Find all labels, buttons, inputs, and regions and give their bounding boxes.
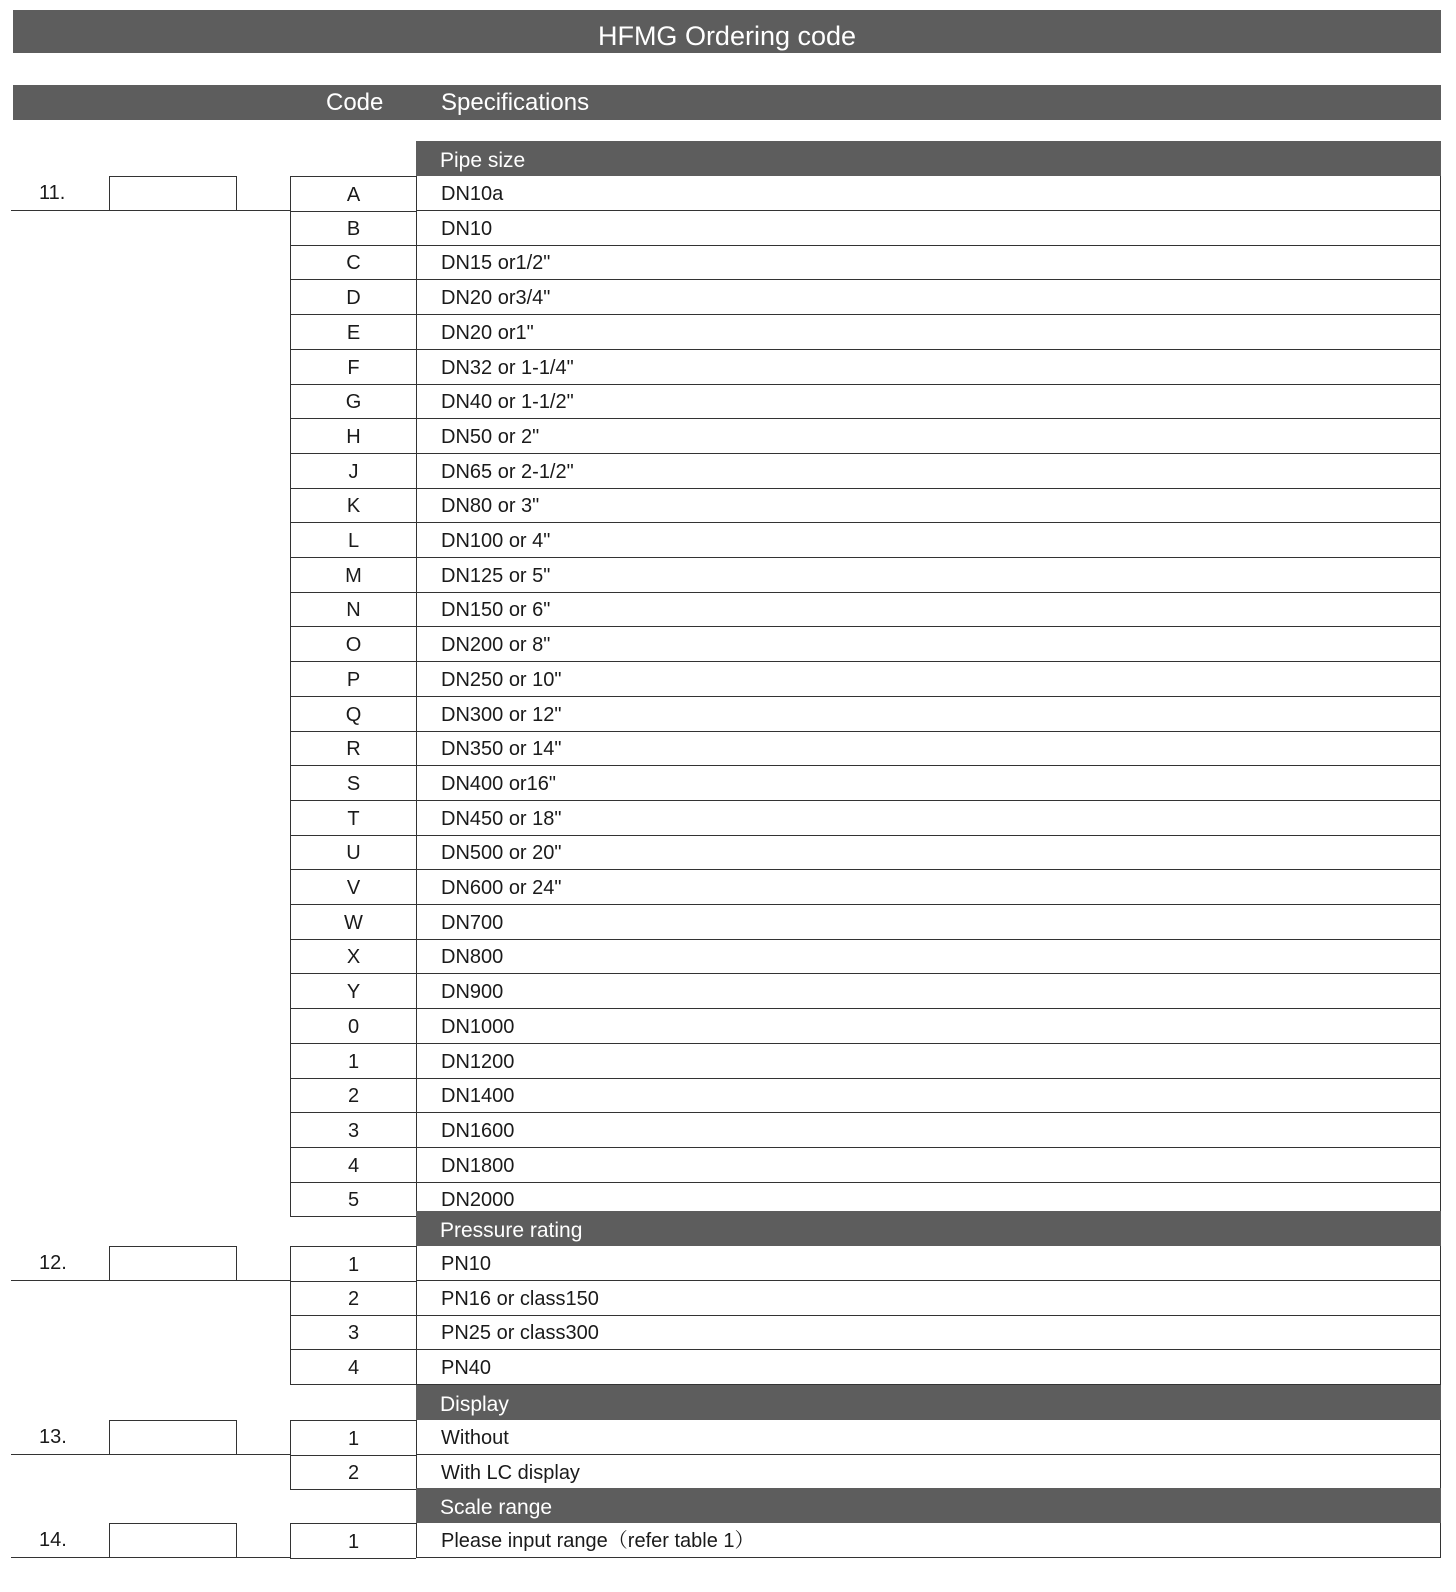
code-cell: Q bbox=[290, 697, 416, 732]
specification-cell: DN200 or 8" bbox=[416, 627, 1441, 662]
code-cell: 3 bbox=[290, 1315, 416, 1350]
section-heading: Pressure rating bbox=[416, 1211, 1441, 1246]
specification-cell: DN2000 bbox=[416, 1182, 1441, 1217]
specification-cell: DN250 or 10" bbox=[416, 662, 1441, 697]
section-number: 13. bbox=[39, 1426, 67, 1448]
code-cell: H bbox=[290, 419, 416, 454]
section-number: 14. bbox=[39, 1529, 67, 1551]
specification-cell: DN900 bbox=[416, 974, 1441, 1009]
specification-cell: With LC display bbox=[416, 1455, 1441, 1490]
specification-cell: DN100 or 4" bbox=[416, 523, 1441, 558]
specification-cell: DN125 or 5" bbox=[416, 558, 1441, 593]
specification-cell: DN150 or 6" bbox=[416, 592, 1441, 627]
specification-cell: PN40 bbox=[416, 1350, 1441, 1385]
code-cell: R bbox=[290, 731, 416, 766]
specification-cell: DN40 or 1-1/2" bbox=[416, 384, 1441, 419]
specification-cell: DN800 bbox=[416, 939, 1441, 974]
code-cell: P bbox=[290, 662, 416, 697]
code-cell: 1 bbox=[290, 1420, 416, 1456]
code-cell: U bbox=[290, 835, 416, 870]
code-cell: D bbox=[290, 280, 416, 315]
code-cell: J bbox=[290, 454, 416, 489]
code-cell: 1 bbox=[290, 1246, 416, 1282]
code-cell: 0 bbox=[290, 1009, 416, 1044]
code-cell: M bbox=[290, 558, 416, 593]
row-divider bbox=[11, 1454, 290, 1455]
specification-cell: PN25 or class300 bbox=[416, 1315, 1441, 1350]
code-cell: A bbox=[290, 176, 416, 212]
page-title: HFMG Ordering code bbox=[597, 21, 857, 51]
code-cell: 4 bbox=[290, 1148, 416, 1183]
section-heading: Display bbox=[416, 1385, 1441, 1420]
code-column-header: Code bbox=[326, 89, 384, 116]
code-cell: 2 bbox=[290, 1078, 416, 1113]
code-cell: E bbox=[290, 315, 416, 350]
specification-cell: DN80 or 3" bbox=[416, 488, 1441, 523]
specification-cell: DN350 or 14" bbox=[416, 731, 1441, 766]
specification-cell: DN300 or 12" bbox=[416, 697, 1441, 732]
code-cell: 1 bbox=[290, 1523, 416, 1559]
code-cell: C bbox=[290, 245, 416, 280]
code-cell: L bbox=[290, 523, 416, 558]
specification-cell: DN65 or 2-1/2" bbox=[416, 454, 1441, 489]
code-cell: 4 bbox=[290, 1350, 416, 1385]
specification-cell: PN10 bbox=[416, 1246, 1441, 1281]
row-divider bbox=[11, 210, 290, 211]
specification-cell: DN1400 bbox=[416, 1078, 1441, 1113]
section-number: 11. bbox=[39, 182, 66, 204]
code-cell: G bbox=[290, 384, 416, 419]
specification-cell: DN20 or1" bbox=[416, 315, 1441, 350]
section-heading: Scale range bbox=[416, 1488, 1441, 1523]
specification-cell: DN32 or 1-1/4" bbox=[416, 350, 1441, 385]
specification-cell: DN1200 bbox=[416, 1044, 1441, 1079]
code-cell: W bbox=[290, 905, 416, 940]
code-entry-box[interactable] bbox=[109, 176, 237, 211]
code-cell: 3 bbox=[290, 1113, 416, 1148]
code-cell: T bbox=[290, 801, 416, 836]
code-cell: K bbox=[290, 488, 416, 523]
column-header-bar bbox=[13, 85, 1441, 120]
specification-cell: DN20 or3/4" bbox=[416, 280, 1441, 315]
code-cell: B bbox=[290, 211, 416, 246]
code-cell: X bbox=[290, 939, 416, 974]
code-cell: 2 bbox=[290, 1455, 416, 1490]
specifications-column-header: Specifications bbox=[441, 89, 590, 116]
specification-cell: DN15 or1/2" bbox=[416, 245, 1441, 280]
row-divider bbox=[11, 1557, 290, 1558]
code-cell: 1 bbox=[290, 1044, 416, 1079]
code-entry-box[interactable] bbox=[109, 1523, 237, 1558]
code-cell: 2 bbox=[290, 1281, 416, 1316]
specification-cell: PN16 or class150 bbox=[416, 1281, 1441, 1316]
row-divider bbox=[11, 1280, 290, 1281]
specification-cell: DN700 bbox=[416, 905, 1441, 940]
page-title-bar bbox=[13, 10, 1441, 53]
code-entry-box[interactable] bbox=[109, 1246, 237, 1281]
specification-cell: DN1600 bbox=[416, 1113, 1441, 1148]
code-cell: N bbox=[290, 592, 416, 627]
specification-cell: DN10 bbox=[416, 211, 1441, 246]
code-cell: F bbox=[290, 350, 416, 385]
code-entry-box[interactable] bbox=[109, 1420, 237, 1455]
specification-cell: Please input range（refer table 1） bbox=[416, 1523, 1441, 1558]
code-cell: O bbox=[290, 627, 416, 662]
code-cell: V bbox=[290, 870, 416, 905]
specification-cell: DN1000 bbox=[416, 1009, 1441, 1044]
specification-cell: DN400 or16" bbox=[416, 766, 1441, 801]
code-cell: S bbox=[290, 766, 416, 801]
section-heading: Pipe size bbox=[416, 141, 1441, 176]
specification-cell: DN50 or 2" bbox=[416, 419, 1441, 454]
specification-cell: DN10a bbox=[416, 176, 1441, 211]
code-cell: Y bbox=[290, 974, 416, 1009]
section-number: 12. bbox=[39, 1252, 67, 1274]
code-cell: 5 bbox=[290, 1182, 416, 1217]
specification-cell: DN1800 bbox=[416, 1148, 1441, 1183]
specification-cell: Without bbox=[416, 1420, 1441, 1455]
specification-cell: DN500 or 20" bbox=[416, 835, 1441, 870]
specification-cell: DN450 or 18" bbox=[416, 801, 1441, 836]
specification-cell: DN600 or 24" bbox=[416, 870, 1441, 905]
